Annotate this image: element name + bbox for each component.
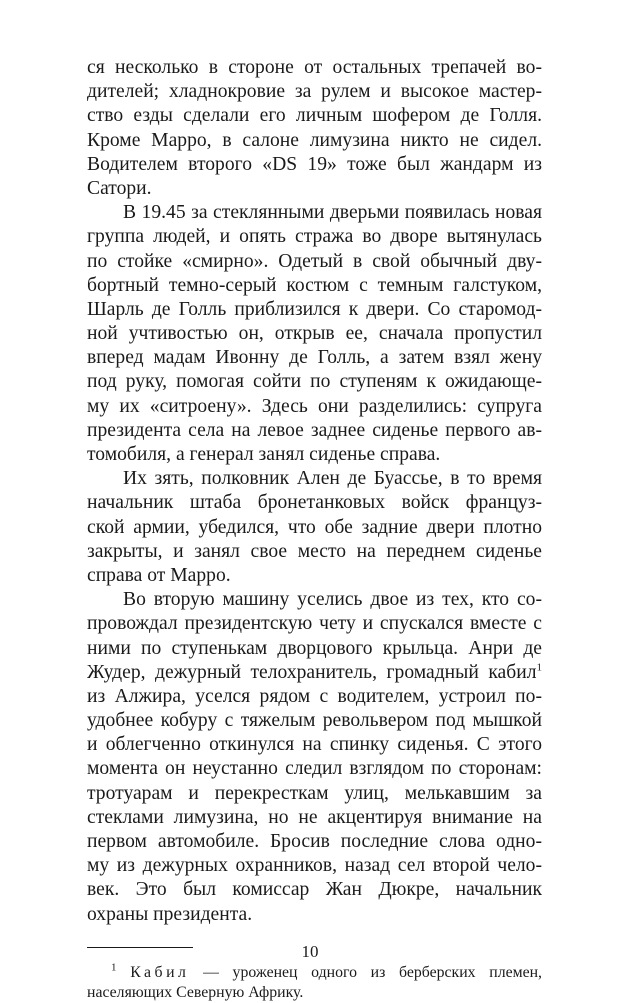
footnote-line-2: населяющих Северную Африку.	[87, 983, 304, 1001]
body-line: му из дежурных охранников, назад сел второй чело-	[87, 855, 542, 877]
body-line: ство езды сделали его личным шофером де Голля.	[87, 105, 542, 127]
body-line: охраны президента.	[87, 903, 253, 925]
body-line: му их «ситроену». Здесь они разделились: супруга	[87, 395, 542, 417]
body-line: ся несколько в стороне от остальных трепачей во-	[87, 57, 542, 78]
body-line: удобнее кобуру с тяжелым револьвером под мышкой	[87, 710, 542, 732]
body-line: Шарль де Голль приблизился к двери. Со старомод-	[87, 298, 542, 320]
body-line: стеклами лимузина, но не акцентируя внимание на	[87, 806, 542, 828]
body-line: ними по ступенькам дворцового крыльца. Анри де	[87, 637, 542, 659]
body-line: группа людей, и опять стража во дворе вытянулась	[87, 226, 542, 248]
body-line: и облегченно откинулся на спинку сиденья. С этого	[87, 734, 542, 756]
footnote-definition: — уроженец одного из берберских племен,	[189, 963, 542, 981]
body-line: Водителем второго «DS 19» тоже был жандарм из	[87, 153, 542, 175]
body-line: В 19.45 за стеклянными дверьми появилась новая	[123, 202, 542, 224]
body-line: справа от Марро.	[87, 564, 231, 586]
body-text	[87, 56, 542, 927]
body-line: президента села на левое заднее сиденье первого ав-	[87, 419, 542, 441]
body-line: начальник штаба бронетанковых войск француз-	[87, 492, 542, 514]
body-line: закрыты, и занял свое место на переднем сиденье	[87, 540, 542, 562]
body-line: Их зять, полковник Ален де Буассье, в то время	[123, 468, 542, 490]
body-line: ской армии, убедился, что обе задние двери плотно	[87, 516, 542, 538]
body-line: момента он неустанно следил взглядом по сторонам:	[87, 758, 542, 780]
body-line: Сатори.	[87, 177, 152, 199]
body-line: по стойке «смирно». Одетый в свой обычный дву-	[87, 250, 542, 272]
footnote-reference: 1	[536, 661, 542, 674]
body-line: бортный темно-серый костюм с темным галстуком,	[87, 274, 542, 296]
body-line: Жудер, дежурный телохранитель, громадный кабил$^1$	[87, 661, 542, 683]
body-line: первом автомобиле. Бросив последние слова одно-	[87, 831, 542, 852]
body-line: Во вторую машину уселись двое из тех, кто со-	[123, 589, 542, 611]
page-number: 10	[301, 942, 319, 961]
footnote-line-1	[87, 963, 542, 983]
body-line: вперед мадам Ивонну де Голль, а затем взял жену	[87, 347, 542, 369]
body-line: Кроме Марро, в салоне лимузина никто не сидел.	[87, 129, 542, 151]
body-line: провождал президентскую чету и спускался вместе с	[87, 613, 542, 635]
footnote-term: Кабил	[130, 963, 190, 981]
body-line: томобиля, а генерал занял сиденье справа.	[87, 444, 441, 465]
body-line: тротуарам и перекресткам улиц, мелькавшим за	[87, 782, 542, 804]
body-line: дителей; хладнокровие за рулем и высокое мастер-	[87, 81, 542, 103]
body-line: под руку, помогая сойти по ступеням к ожидающе-	[87, 371, 542, 393]
body-line: ной учтивостью он, открыв ее, сначала пропустил	[87, 323, 542, 345]
body-line: из Алжира, уселся рядом с водителем, устроил по-	[87, 685, 542, 707]
footnote-marker: 1	[111, 962, 117, 974]
footnote	[87, 963, 542, 1003]
body-line: век. Это был комиссар Жан Дюкре, начальник	[87, 879, 542, 901]
